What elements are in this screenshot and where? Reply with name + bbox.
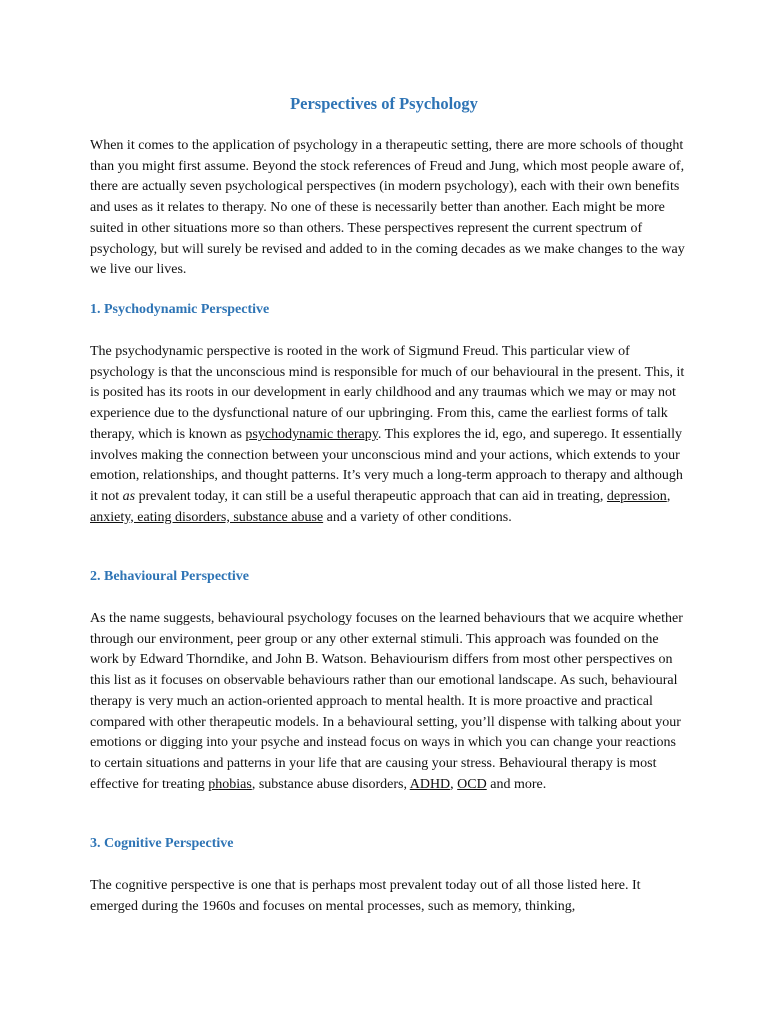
psychodynamic-therapy-link[interactable]: psychodynamic therapy	[245, 426, 378, 442]
depression-link[interactable]: depression	[606, 488, 667, 504]
paragraph-text: ,	[450, 776, 458, 792]
paragraph-text: and a variety of other conditions.	[323, 509, 512, 525]
paragraph-text: prevalent today, it can still be a useful therapeutic approach that can aid in treating,	[135, 488, 607, 504]
paragraph-text: and more.	[486, 776, 547, 792]
ocd-link[interactable]: OCD	[457, 776, 487, 792]
paragraph-text: As the name suggests, behavioural psychology focuses on the learned behaviours that we acquire whether through our environment, peer group or any other external stimuli. This approach was founded on the work by Edward Thorndike, and John B. Watson. Behaviourism differs from most other perspectives on this list as it focuses on observable behaviours rather than our emotional landscape. As such, behavioural therapy is very much an action-oriented approach to mental health. It is more proactive and practical compared with other therapeutic models. In a behavioural setting, you’ll dispense with talking about your emotions or digging into your psyche and instead focus on ways in which you can change your reactions to certain situations and patterns in your life that are causing your stress. Behavioural therapy is most effective for treating	[90, 611, 683, 792]
anxiety-eating-disorders-substance-abuse-link[interactable]: anxiety, eating disorders, substance abuse	[90, 509, 324, 525]
cognitive-paragraph: The cognitive perspective is one that is perhaps most prevalent today out of all those listed here. It emerged during the 1960s and focuses on mental processes, such as memory, thinking,	[90, 878, 641, 914]
paragraph-text: ,	[666, 488, 671, 504]
psychodynamic-paragraph	[90, 342, 690, 528]
intro-paragraph: When it comes to the application of psychology in a therapeutic setting, there are more schools of thought than you might first assume. Beyond the stock references of Freud and Jung, which most people aware of, there are actually seven psychological perspectives (in modern psychology), each with their own benefits and uses as it relates to therapy. No one of these is necessarily better than another. Each might be more suited in other situations more so than others. These perspectives represent the current spectrum of psychology, but will surely be revised and added to in the coming decades as we make changes to the way we live our lives.	[90, 138, 685, 278]
paragraph-text: . This explores the id, ego, and superego. It essentially involves making the connection between your unconscious mind and your actions, which extends to your emotion, relationships, and thought patterns. It’s very much a long-term approach to therapy and although it not	[90, 426, 683, 504]
emphasis-text: as	[122, 488, 136, 504]
page-title: Perspectives of Psychology	[290, 94, 478, 113]
paragraph-text: The psychodynamic perspective is rooted in the work of Sigmund Freud. This particular view of psychology is that the unconscious mind is responsible for much of our behavioural in the present. This, it is posited has its roots in our development in early childhood and any traumas which we may or may not experience due to the dysfunctional nature of our upbringing. From this, came the earliest forms of talk therapy, which is known as	[90, 344, 685, 442]
behavioural-paragraph	[90, 609, 690, 795]
adhd-link[interactable]: ADHD	[409, 776, 451, 792]
section-heading-psychodynamic: 1. Psychodynamic Perspective	[90, 302, 270, 317]
paragraph-text: , substance abuse disorders,	[251, 776, 410, 792]
phobias-link[interactable]: phobias	[208, 776, 252, 792]
section-heading-behavioural: 2. Behavioural Perspective	[90, 569, 250, 584]
section-heading-cognitive: 3. Cognitive Perspective	[90, 836, 234, 851]
